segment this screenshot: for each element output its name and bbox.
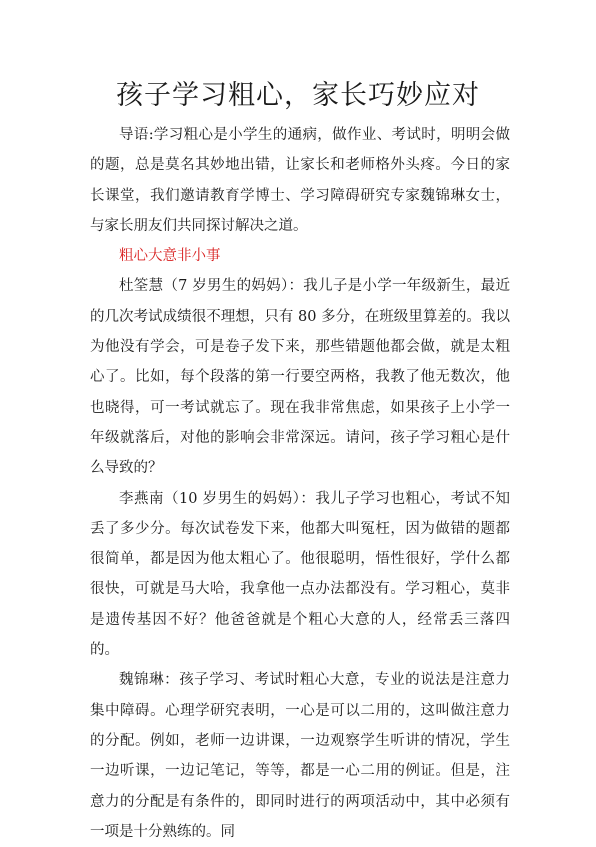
section-heading: 粗心大意非小事: [119, 248, 221, 265]
paragraph-wei: 魏锦琳：孩子学习、考试时粗心大意，专业的说法是注意力集中障碍。心理学研究表明，一心是可以二用的，这叫做注意力的分配。例如，老师一边讲课，一边观察学生听讲的情况，学生一边听课，一边记笔记，等等，都是一心二用的例证。但是，注意力的分配是有条件的，即同时进行的两项活动中，其中必须有一项是十分熟练的。同: [90, 672, 510, 840]
paragraph-li: 李燕南（10 岁男生的妈妈）：我儿子学习也粗心，考试不知丢了多少分。每次试卷发下来，他都大叫冤枉，因为做错的题都很简单，都是因为他太粗心了。他很聪明，悟性很好，学什么都很快，可就是马大哈，我拿他一点办法都没有。学习粗心，莫非是遗传基因不好？他爸爸就是个粗心大意的人，经常丢三落四的。: [90, 490, 510, 659]
paragraph-du: 杜筌慧（7 岁男生的妈妈）：我儿子是小学一年级新生，最近的几次考试成绩很不理想，只有 80 多分，在班级里算差的。我以为他没有学会，可是卷子发下来，那些错题他都会做，就是太粗心了。比如，每个段落的第一行要空两格，我教了他无数次，他也晓得，可一考试就忘了。现在我非常焦虑，如果孩子上小学一年级就落后，对他的影响会非常深远。请问，孩子学习粗心是什么导致的？: [90, 278, 510, 477]
page-title: 孩子学习粗心，家长巧妙应对: [116, 80, 480, 111]
intro-paragraph: 导语:学习粗心是小学生的通病，做作业、考试时，明明会做的题，总是莫名其妙地出错，让家长和老师格外头疼。今日的家长课堂，我们邀请教育学博士、学习障碍研究专家魏锦琳女士，与家长朋友们共同探讨解决之道。: [90, 127, 510, 234]
article-body: [90, 120, 510, 847]
